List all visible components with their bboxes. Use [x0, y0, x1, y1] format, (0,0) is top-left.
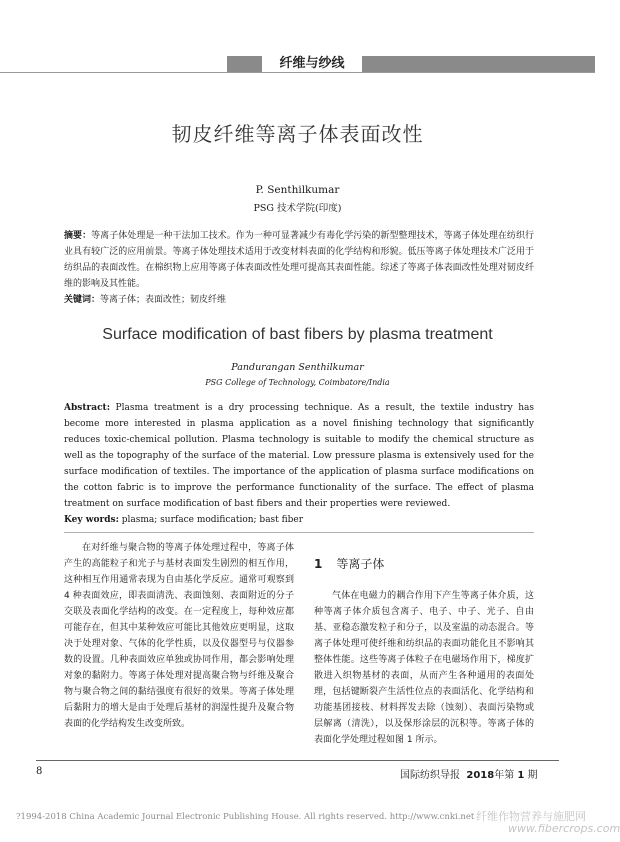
keywords-cn: [64, 292, 534, 308]
author-cn: P. Senthilkumar: [255, 184, 340, 196]
article-title-en: Surface modification of bast fibers by plasma treatment: [102, 326, 493, 343]
copyright-notice: ?1994-2018 China Academic Journal Electronic Publishing House. All rights reserved. http://www.cnki.net: [16, 812, 475, 822]
issue-suffix: 期: [527, 770, 538, 781]
issue-number: 1: [517, 770, 525, 781]
page-number: 8: [36, 766, 43, 777]
abstract-en-text: Plasma treatment is a dry processing technique. As a result, the textile industry has become more interested in plasma application as a novel finishing technology that significantly reduces toxic-chemical pollution. Plasma technology is suitable to modify the chemical structure as well as the topography of the surface of the material. Low pressure plasma is extensively used for the surface modification of textiles. The importance of the application of plasma surface modifications on the cotton fabric is to improve the performance functionality of the surface. The effect of plasma treatment on surface modification of bast fibers and their properties were reviewed.: [64, 403, 534, 509]
keywords-en-label: Key words:: [64, 515, 119, 525]
abstract-divider: [64, 532, 534, 533]
article-title-cn: 韧皮纤维等离子体表面改性: [171, 122, 424, 146]
journal-name: 国际纺织导报: [400, 770, 460, 781]
abstract-cn-label: 摘要：: [64, 231, 92, 241]
body-left-column: [64, 540, 294, 732]
section-heading-1: [314, 555, 384, 572]
affiliation-en: PSG College of Technology, Coimbatore/India: [205, 378, 390, 387]
abstract-cn: [64, 228, 534, 292]
section-label: 纤维与纱线: [262, 53, 362, 75]
plasma-paragraph: 气体在电磁力的耦合作用下产生等离子体介质，这种等离子体介质包含离子、电子、中子、光子、自由基、亚稳态激发粒子和分子，以及室温的动态混合。等离子体处理可使纤维和纺织品的表面功能化且不影响其整体性能。这些等离子体粒子在电磁场作用下，梯度扩散进入织物基材的表面，从而产生各种通用的表面处理，包括键断裂产生活性位点的表面活化、化学结构和功能基团接枝、材料挥发去除（蚀刻）、表面污染物或层解离（清洗），以及保形涂层的沉积等。等离子体的表面化学处理过程如图 1 所示。: [314, 591, 534, 745]
author-en: Pandurangan Senthilkumar: [231, 362, 364, 373]
abstract-en-label: Abstract:: [64, 403, 111, 413]
keywords-en: [64, 512, 534, 528]
watermark-cn: 纤维作物营养与施肥网: [476, 810, 586, 823]
section-number: 1: [314, 557, 323, 571]
keywords-cn-label: 关键词：: [64, 295, 101, 305]
keywords-en-text: plasma; surface modification; bast fiber: [121, 515, 304, 525]
watermark-url: www.fibercrops.com: [508, 822, 620, 835]
intro-paragraph: 在对纤维与聚合物的等离子体处理过程中，等离子体产生的高能粒子和光子与基材表面发生剧烈的相互作用，这种相互作用通常表现为自由基化学反应。通常可观察到 4 种表面效应，即表面清洗、表面蚀刻、表面附近的分子交联及表面化学结构的改变。在一定程度上，每种效应都可能存在，但其中某种效应可能比其他效应更明显，这取决于处理对象、气体的化学性质，以及仪器型号与仪器参数的设置。几种表面效应单独或协同作用，都会影响处理对象的黏附力。等离子体处理对提高聚合物与纤维及聚合物与聚合物之间的黏结强度有很好的效果。等离子体处理后黏附力的增大是由于处理后基材的润湿性提升及聚合物表面的化学结构发生改变所致。: [64, 543, 294, 729]
abstract-en: [64, 400, 534, 512]
abstract-cn-text: 等离子体处理是一种干法加工技术。作为一种可显著减少有毒化学污染的新型整理技术，等离子体处理在纺织行业具有较广泛的应用前景。等离子体处理技术适用于改变材料表面的化学结构和形貌。低压等离子体处理技术广泛用于纺织品的表面改性。在棉织物上应用等离子体表面改性处理可提高其表面性能。综述了等离子体表面改性处理对韧皮纤维的影响及其性能。: [64, 231, 534, 289]
keywords-cn-text: 等离子体；表面改性；韧皮纤维: [100, 295, 227, 305]
body-right-column: [314, 588, 534, 748]
section-title: 等离子体: [336, 557, 385, 571]
footer-rule: [36, 760, 559, 761]
journal-year: 2018: [466, 770, 495, 781]
affiliation-cn: PSG 技术学院(印度): [253, 203, 342, 214]
issue-prefix: 年第: [494, 770, 515, 781]
journal-issue: [400, 766, 538, 781]
section-header-rule: [0, 72, 595, 73]
